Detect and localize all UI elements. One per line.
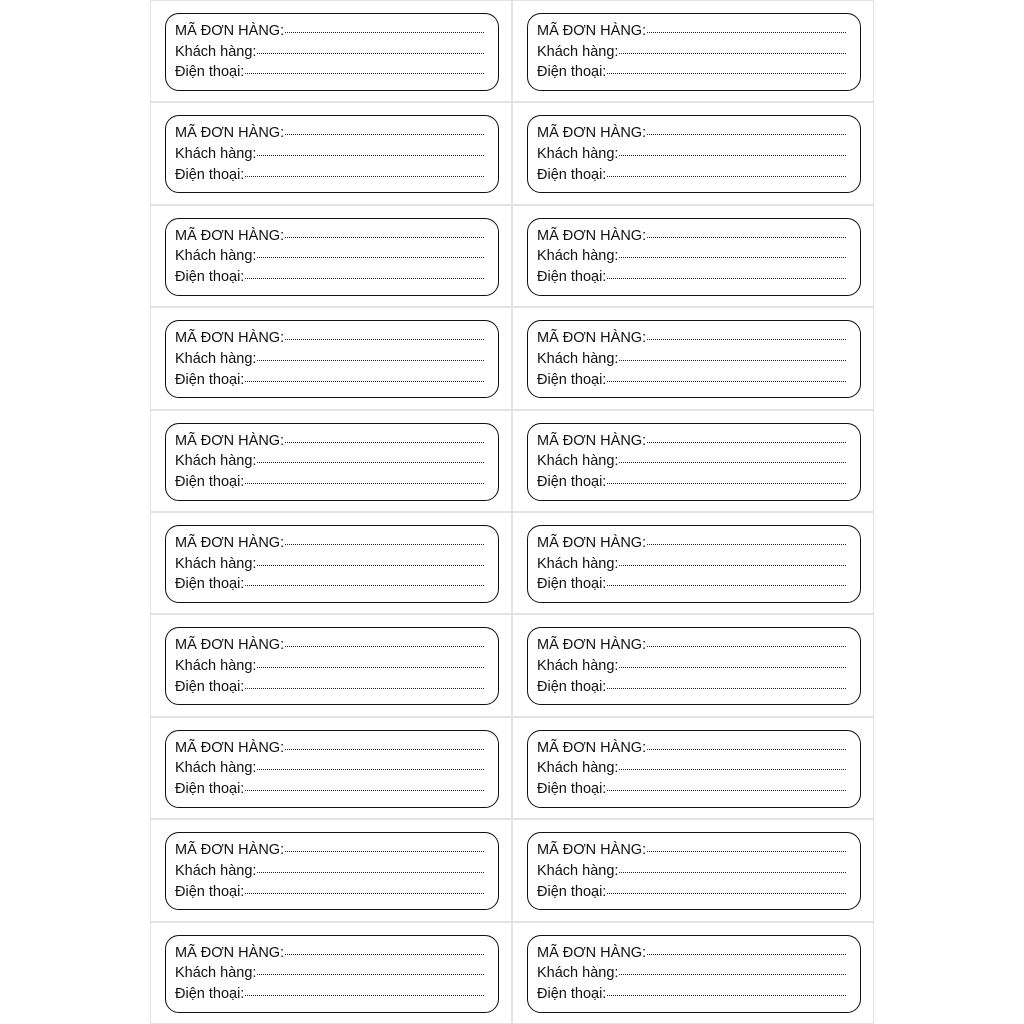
order-code-line [175,21,484,42]
order-code-label: MÃ ĐƠN HÀNG: [537,842,647,859]
label-cell [150,922,512,1024]
customer-line [175,144,484,165]
customer-label: Khách hàng: [537,248,619,265]
order-code-dotted-fill-line [285,338,484,340]
phone-dotted-fill-line [607,994,846,996]
customer-label: Khách hàng: [175,350,257,367]
customer-line [537,144,846,165]
phone-label: Điện thoại: [175,166,245,183]
phone-label: Điện thoại: [537,64,607,81]
customer-line [175,42,484,63]
phone-dotted-fill-line [607,175,846,177]
order-label [527,13,861,91]
customer-label: Khách hàng: [175,760,257,777]
phone-dotted-fill-line [607,687,846,689]
order-code-line [175,226,484,247]
order-code-dotted-fill-line [285,645,484,647]
order-code-line [537,738,846,759]
customer-dotted-fill-line [257,359,484,361]
label-cell [512,717,874,819]
order-code-label: MÃ ĐƠN HÀNG: [537,739,647,756]
customer-label: Khách hàng: [537,760,619,777]
customer-label: Khách hàng: [537,555,619,572]
customer-label: Khách hàng: [175,965,257,982]
order-code-dotted-fill-line [647,645,846,647]
order-code-dotted-fill-line [285,953,484,955]
customer-label: Khách hàng: [175,146,257,163]
customer-label: Khách hàng: [537,453,619,470]
customer-dotted-fill-line [257,564,484,566]
customer-dotted-fill-line [619,52,846,54]
phone-label: Điện thoại: [175,371,245,388]
label-cell [512,819,874,921]
customer-label: Khách hàng: [175,248,257,265]
order-code-dotted-fill-line [647,953,846,955]
order-label [527,115,861,193]
phone-line [537,165,846,186]
order-code-line [175,123,484,144]
customer-dotted-fill-line [257,256,484,258]
customer-label: Khách hàng: [537,350,619,367]
label-cell [512,410,874,512]
customer-line [175,246,484,267]
phone-line [175,165,484,186]
phone-label: Điện thoại: [175,64,245,81]
phone-label: Điện thoại: [537,985,607,1002]
phone-line [537,472,846,493]
customer-label: Khách hàng: [537,965,619,982]
phone-line [175,984,484,1005]
phone-line [537,574,846,595]
phone-label: Điện thoại: [537,576,607,593]
customer-line [537,349,846,370]
label-cell [150,102,512,204]
phone-label: Điện thoại: [537,166,607,183]
order-code-line [537,533,846,554]
phone-label: Điện thoại: [175,269,245,286]
phone-dotted-fill-line [245,892,484,894]
phone-dotted-fill-line [607,380,846,382]
phone-line [175,574,484,595]
order-label [527,218,861,296]
order-code-label: MÃ ĐƠN HÀNG: [175,944,285,961]
order-label [165,218,499,296]
order-code-dotted-fill-line [647,748,846,750]
phone-line [175,677,484,698]
order-label [165,13,499,91]
label-cell [150,0,512,102]
customer-label: Khách hàng: [537,862,619,879]
order-code-dotted-fill-line [647,31,846,33]
phone-line [537,882,846,903]
order-code-label: MÃ ĐƠN HÀNG: [175,637,285,654]
phone-line [537,984,846,1005]
order-label [527,525,861,603]
label-cell [150,717,512,819]
phone-dotted-fill-line [607,584,846,586]
label-cell [150,512,512,614]
customer-dotted-fill-line [619,154,846,156]
customer-label: Khách hàng: [537,146,619,163]
customer-dotted-fill-line [619,256,846,258]
phone-label: Điện thoại: [175,985,245,1002]
order-code-label: MÃ ĐƠN HÀNG: [175,432,285,449]
customer-dotted-fill-line [257,973,484,975]
phone-label: Điện thoại: [537,371,607,388]
phone-line [537,370,846,391]
order-code-dotted-fill-line [285,543,484,545]
customer-line [537,246,846,267]
phone-label: Điện thoại: [175,883,245,900]
phone-line [537,267,846,288]
order-code-dotted-fill-line [285,236,484,238]
customer-dotted-fill-line [619,666,846,668]
phone-line [537,62,846,83]
label-cell [512,922,874,1024]
phone-dotted-fill-line [245,994,484,996]
customer-dotted-fill-line [619,871,846,873]
label-cell [512,614,874,716]
label-cell [512,102,874,204]
order-label [165,115,499,193]
order-code-dotted-fill-line [647,338,846,340]
label-cell [512,512,874,614]
order-code-line [175,431,484,452]
label-cell [150,410,512,512]
order-code-line [537,226,846,247]
phone-label: Điện thoại: [537,269,607,286]
order-label [165,525,499,603]
order-code-line [537,840,846,861]
order-code-label: MÃ ĐƠN HÀNG: [175,330,285,347]
order-code-line [537,635,846,656]
phone-dotted-fill-line [607,72,846,74]
phone-dotted-fill-line [607,482,846,484]
customer-label: Khách hàng: [537,658,619,675]
phone-line [175,472,484,493]
order-label [527,935,861,1013]
order-label [527,832,861,910]
customer-line [537,554,846,575]
customer-dotted-fill-line [619,564,846,566]
order-label [165,320,499,398]
customer-label: Khách hàng: [175,555,257,572]
phone-line [537,779,846,800]
order-code-label: MÃ ĐƠN HÀNG: [537,432,647,449]
phone-dotted-fill-line [607,789,846,791]
order-code-line [537,123,846,144]
label-cell [150,205,512,307]
order-label [165,423,499,501]
label-cell [512,205,874,307]
phone-dotted-fill-line [245,789,484,791]
phone-dotted-fill-line [245,380,484,382]
order-code-label: MÃ ĐƠN HÀNG: [175,23,285,39]
order-label [527,320,861,398]
customer-line [175,758,484,779]
order-code-label: MÃ ĐƠN HÀNG: [537,227,647,244]
order-code-dotted-fill-line [285,441,484,443]
order-code-line [537,328,846,349]
order-code-label: MÃ ĐƠN HÀNG: [537,944,647,961]
phone-label: Điện thoại: [537,883,607,900]
phone-dotted-fill-line [245,687,484,689]
order-label [165,832,499,910]
order-code-label: MÃ ĐƠN HÀNG: [537,23,647,39]
order-code-line [175,635,484,656]
order-label [165,935,499,1013]
customer-label: Khách hàng: [175,453,257,470]
customer-line [175,451,484,472]
order-code-label: MÃ ĐƠN HÀNG: [537,125,647,142]
customer-dotted-fill-line [619,461,846,463]
order-code-label: MÃ ĐƠN HÀNG: [537,330,647,347]
phone-dotted-fill-line [245,175,484,177]
label-sheet [150,0,874,1024]
label-cell [150,614,512,716]
customer-line [537,861,846,882]
customer-line [175,861,484,882]
label-cell [150,819,512,921]
order-code-line [175,328,484,349]
order-code-label: MÃ ĐƠN HÀNG: [175,842,285,859]
order-code-dotted-fill-line [285,31,484,33]
order-label [527,730,861,808]
customer-dotted-fill-line [257,768,484,770]
phone-dotted-fill-line [245,277,484,279]
order-label [527,627,861,705]
customer-line [537,656,846,677]
order-code-dotted-fill-line [285,850,484,852]
phone-line [175,370,484,391]
customer-dotted-fill-line [257,154,484,156]
customer-line [175,963,484,984]
phone-label: Điện thoại: [175,473,245,490]
label-cell [512,0,874,102]
customer-dotted-fill-line [257,666,484,668]
phone-label: Điện thoại: [537,781,607,798]
order-code-dotted-fill-line [647,236,846,238]
customer-label: Khách hàng: [175,658,257,675]
customer-label: Khách hàng: [537,43,619,60]
order-code-dotted-fill-line [285,133,484,135]
customer-dotted-fill-line [619,768,846,770]
order-code-line [537,431,846,452]
order-code-label: MÃ ĐƠN HÀNG: [537,637,647,654]
customer-line [175,656,484,677]
customer-label: Khách hàng: [175,862,257,879]
phone-dotted-fill-line [607,277,846,279]
order-code-dotted-fill-line [647,133,846,135]
order-code-dotted-fill-line [647,441,846,443]
order-code-line [175,738,484,759]
customer-dotted-fill-line [257,461,484,463]
phone-line [175,882,484,903]
order-code-label: MÃ ĐƠN HÀNG: [537,534,647,551]
label-cell [150,307,512,409]
label-cell [512,307,874,409]
phone-dotted-fill-line [245,72,484,74]
order-code-line [175,533,484,554]
phone-label: Điện thoại: [537,678,607,695]
order-code-line [537,943,846,964]
order-code-dotted-fill-line [647,543,846,545]
order-code-label: MÃ ĐƠN HÀNG: [175,739,285,756]
order-code-label: MÃ ĐƠN HÀNG: [175,227,285,244]
order-code-label: MÃ ĐƠN HÀNG: [175,534,285,551]
customer-line [175,349,484,370]
phone-dotted-fill-line [607,892,846,894]
customer-line [537,451,846,472]
phone-line [537,677,846,698]
order-code-line [537,21,846,42]
customer-line [175,554,484,575]
phone-dotted-fill-line [245,482,484,484]
order-code-dotted-fill-line [647,850,846,852]
phone-dotted-fill-line [245,584,484,586]
phone-label: Điện thoại: [175,781,245,798]
customer-dotted-fill-line [619,973,846,975]
phone-label: Điện thoại: [175,678,245,695]
customer-dotted-fill-line [257,871,484,873]
customer-dotted-fill-line [619,359,846,361]
customer-line [537,963,846,984]
phone-label: Điện thoại: [537,473,607,490]
phone-line [175,779,484,800]
customer-line [537,42,846,63]
order-code-line [175,943,484,964]
customer-line [537,758,846,779]
order-label [165,627,499,705]
order-label [527,423,861,501]
order-code-line [175,840,484,861]
customer-dotted-fill-line [257,52,484,54]
order-code-label: MÃ ĐƠN HÀNG: [175,125,285,142]
phone-label: Điện thoại: [175,576,245,593]
phone-line [175,62,484,83]
phone-line [175,267,484,288]
customer-label: Khách hàng: [175,43,257,60]
order-label [165,730,499,808]
order-code-dotted-fill-line [285,748,484,750]
